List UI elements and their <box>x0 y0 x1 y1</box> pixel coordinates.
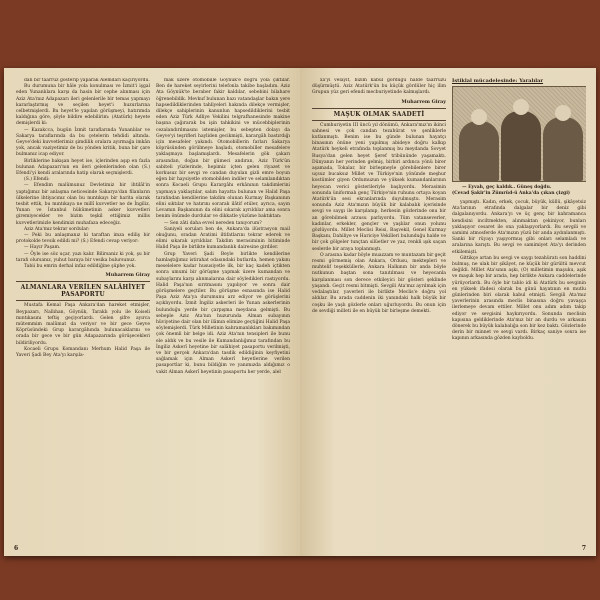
divider <box>312 120 446 121</box>
photo-caption-quote: — Eyvah, geç kaldık.. Güneş doğdu. <box>462 185 552 190</box>
figure-head <box>471 109 487 125</box>
divider <box>16 281 150 282</box>
photo-title: İstiklal mücadelesinde: Yaralılar <box>452 78 544 84</box>
paragraph: Bu durumuna bir hâle yola konulması ve İzmit'i işgal eden Yunanlılara karşı da hasin bir cephe alınması için Aziz Ata'mız Adapazarı ileri gelenlerile bir temas yapmayı kararlaştırmış ve seçilen heyet'i huzurlarına celbetmişlerdi. Bu heyet'le yapılan görüşmeyi, hatırımda kaldığına göre, şöyle bildire edebilirim: (Atatürk) heyete demişlerdi ki: <box>16 84 150 127</box>
page-number-right: 7 <box>581 545 586 552</box>
paragraph: O arasına kadar böyle muazzam ve muntazam bir geçit resmi görmemiş olan Ankara, Ordusu, mektepleri ve muhtelif teşekküllerle, Ankara Halkının bir anda böyle nutkunun baştan sona tanıtılması ve heyecanla karşılanması son derece etkileyici bir gösteri şeklinde yaşandı. Geçit resmi bitmişti. Sevgili Ata'mız ayrılmak için vedalaştılar, yaverleri ile birlikte Meclis'e doğru yol aldılar. Bu arada caddenin iki yanındaki halk büyük bir coşku ile yaşlı gözlerle onları uğurluyordu. Bu onun için de sevdiği milleti ile en büyük bir birleşme demekti. <box>312 252 446 314</box>
right-page <box>300 68 596 556</box>
left-col-1-signature: Muharrem Giray <box>105 272 150 279</box>
paragraph: — Peki bu anlaşmanız ki taraftan imza ediliş bir protokolde tevsik edildi mi? (S.) Efendi cevap veriyor: <box>16 233 150 245</box>
figure-shape <box>501 111 541 181</box>
paragraph: Gittikçe artan bu sevgi ve saygı tezahüratı son haddini bulmuş, ne ulak bir şikâyet, ne küçük bir gürültü mevcut değildi. Millet Ata'sının aşkı, (O) milletimin maşuku, aşık ve maşuk hep bir arada, hep birlikte Ankara caddelerinde yürüyorlardı. Bu öyle bir tablo idi ki Atatürk bu sevginin en yüksek ifadesi olarak bu günü hayatının en mutlu günlerinden biri olarak kabul etmişti. Sevgili Ata'mız yaverlerinin arasında meclis binasına doğru yavaşça ilerlemeye devam ettiler. Millet onu adım adım takip ediyor ve sevgisini haykırıyordu. Sonunda meclisin kapısına geldiklerinde Ata'mız bir an durdu ve arkasını dönerek bu büyük kalabalığa son bir kez baktı. Gözlerinde derin bir minnet ve sevgi vardı. Birkaç saniye sonra ise kapının arkasında gözden kayboldu. <box>452 255 586 342</box>
article-heading-masuk: MAŞUK OLMAK SAADETİ <box>333 110 425 118</box>
paragraph: Cumhuriyetin III üncü yıl dönümü, Ankara'mız'ın ikinci sahnesi ve çok candan tezahürat ve şenliklerle kutlanmıştı. Benim ise bu günde bulunan hayatçı binasının önüne yeni yapılmış abideye doğru kalkıp Atatürk heykeli etrafında toplanmış bu meydanda Sovyet Rusya'dan gelen heyet Şeref tribününde yaşamaktı. Dünyanın her yerinden gelmiş, birbiri ardınca yönü birer aşamada, Tokalar, bir birleşmeyle görebilenlere birer uçsuz bucaksız Millet ve Türkiye'nin yönünde meşhur kostümler giyen Ordumuzun ve yüksek kumandanlarının heyecan verici gösterileriyle başlıyordu. Merasimin sonunda üniformalı genç Türkiye'nin ruhunu ortaya koyan Atatürk'ün sesi ekranlarında duyulmuştu. Merasim sonunda Aziz Ata'mızın büyük bir kalabalık içerisinde sevgi ve saygı ile karşılanıp, herkesin gözlerinde onu bir an görebilmek arzusu parlıyordu. Tüm vatanseverler, kadınlar, erkekler, gençler ve yaşlılar onun yolunu gözlüyordu. Millet Meclisi Reisi, Başvekil, Genel Kurmay Başkanı, Dahiliye ve Hariciye Vekilleri bulunduğu halde ve bir çok gölgeler tunçtan silüetler ve yaz, renkli ışık saçan seslerde bir araya toplanmıştı. <box>312 122 446 252</box>
paragraph: Kocaeli Grupu Komandanı Merhum Halid Paşa ile Yaveri Şadi Bey Ata'yı karşıla- <box>16 346 150 358</box>
paragraph: dan bir taarruz gösterip yaparak Alemdarı kaçırıyordu. <box>24 78 150 83</box>
paragraph: yapmıştı. Kadın, erkek, çocuk, büyük, küllü, şikâyetsiz Ata'larının etrafında dalgalar bir deniz gibi dalgalanıyordu. Ankara'yı ve üç genç bir kahramanca kendisini inciltmekten, alınmaktan çekiniyor, bunları yaklaşıyor cesaret ile ona yaklaşıyorlardı. Bu sevgili ve samimi atmosferde Ata'mızın yüzü bir anda aydınlanmıştı. Sanki bir rüyayı yaşıyormuş gibi onları selamladı ve aralarına karıştı. Bu sevgi ve samimiyet Ata'yı derinden etkilemişti. <box>452 200 586 255</box>
paragraph: — Kazakcca, bugün İzmit taraflarında Yunanlılar ve Sakarya taraflarında da bu çetelerin tehdidi altında. Geyve'deki kuvvetlerimiz şimdilik oralara ayırmağa imkân yok, ancak vaziyetimiz de bu yönden kritik, buna bir çare bulmanız icap ediyor. <box>16 127 150 158</box>
figure-shape <box>543 117 583 181</box>
paragraph: Aziz Ata'mız tekrar sordular: <box>24 226 90 232</box>
left-col-1-paragraphs <box>16 78 150 270</box>
left-col-2 <box>156 78 290 540</box>
paragraph: — Efendim malûmunuz Devletimiz bir ihtilâl'in yaptığımız bir anlaşma neticesinde Sakarya'dan filanların ülkelerine ihtiyacınız olan bu mıntıkayı bir harita olarak tesbit ettik, bu mıntıkaya ne millî kuvvetler ne de İngiliz, Yunan ve İstanbul hükûmetinin asker kuvvetleri giremiyecekler ve bizim teşkil ettiğimiz millis kuvvetlerimizle kendimizi muhafaza edeceğiz. <box>16 183 150 226</box>
right-col-2 <box>452 78 586 540</box>
right-col-1 <box>312 78 446 540</box>
photo-caption <box>452 185 586 197</box>
paragraph: Grup Yaveri Şadi Beyle birlikte kendilerine hamlaştığımız istirahat odasındaki butlarda, hemen yakını meselelere kadar hususiyetle ilk, bir kaç kadeh içtikten sonra umumi bir görüşme yapmak üzere kumandan ve subaylarını karşı alınmalarına dair söyledikleri rastıyordu. Halid Paşa'nın sırıtmasını yapılıyor ve sonra dair görüşmelere geçtiler. Bu görüşme esnasında ise Halid Paşa Aziz Ata'ya durumunu arz ediyor ve görüşlerini açıklıyordu. İzmit İngiliz askerleri ile Yunan askerlerinin bulunduğu yerde bir çarpışma meydana gelmişti. Bu sebeple Aziz Ata'nın huzurunda Alman subayının hüviyetine dair olan bir ilâmın elimize geçtiğini Halid Paşa söylemişlerdi. Türk Milletinin kahramanlıkları bakımından çok önemli bir belge idi. Aziz Ata'nın tensipleri ile bunu ele aldık ve bu vesile ile Kumandanlığımız tarafından bu İngiliz Askerî heyetine bir salâhiyet pasaportu verilmişti, ve bir gerçek Ankara'dan tasdik edildiğinin keyfiyetini sağlamak için Alman Askerî heyetlerine verilen pasaportlar ki, bunu bildiğim ve yanımızda aldığımız o vakit Alman Askerî heyetinin pasaportu her yerde, alel <box>156 251 290 375</box>
paragraph: Tabii bu emrin derhal infaz edildiğine şüphe yok. <box>24 264 136 270</box>
divider <box>16 300 150 301</box>
illustration-photo <box>452 86 586 182</box>
left-col-1-after-heading <box>16 303 150 359</box>
magazine-spread <box>4 68 596 556</box>
article-heading-almanlara: ALMANLARA VERİLEN SALÂHİYET PASAPORTU <box>20 284 146 299</box>
figure-shape <box>459 121 499 181</box>
right-col-1-after-heading <box>312 123 446 315</box>
left-col-1 <box>16 78 150 540</box>
left-page <box>4 68 300 556</box>
right-col-2-paragraphs <box>452 200 586 343</box>
photo-caption-credit: (Cevad Şakir'in Zümrüd-ü Anka'da çıkan çizgi) <box>452 191 571 196</box>
figure-head <box>555 105 571 121</box>
divider <box>312 108 446 109</box>
page-number-left: 6 <box>14 545 19 552</box>
paragraph: — Sen zâti daha evvel nereden tanıyorum? <box>164 220 262 226</box>
figure-head <box>513 99 529 115</box>
right-col-1-signature: Muharrem Giray <box>401 98 446 105</box>
paragraph: (S.) Efendi: <box>24 177 50 183</box>
paragraph: Saniyeli soruları ben de, Ankara'da ilüstrasyon mail okuğunu, oradan Aratimi iltifatlarını tekrar ederek ve elimi sıkarak ayrıldılar. Takdim merasiminin bitiminde Halid Paşa ile birlikte kumandanlık dairesine girdiler. <box>156 226 290 251</box>
paragraph: mak üzere otomobille Göynük'e doğru yola çıktılar. Ben de hareket seyirlerini telefonla takibe başladım. Aziz Ata Göynük'te beraber fakir kaldılar, sebebini bilahare öğrenebildik. Mevkuf bulunan bazı vatandaşlar bakın yere hapsedildiklerinden tahliyeleri hakında dilekçe vermişler, dilekçe sahiplerinin kanunlun hapsedildiklerini tesbit eden Aziz Türk Adliye Vekilini telgrafhanesinde makine başına çağırarak bu işin tahkikini ve mücebbiplerinin cezalandırılmasını istemişler, bu sebepten dolayı da Geyve'yi teşrifleri hayliden gecikmişti, karargâh bastırdığı için mesafeler yakındı. Otomobillerin farları Sakarya köprüsünden görülmeye başladı, otomobiller mesafelere yaklaşmaya başlamışlardı. Mesafelerin gök çakarı arasından, doğan bir gümeci andıran, Aziz Türk'ün sabiteli yüzlerinde, hepimiz içten gelen riyazet ve korkusuz bir sevgi ve candan duyulan gizli emre boyun eğen bir haysiyetle otomobilden indiler ve selamlandıktan sonra Kocaeli Grupu Karargâhı erkânının takdimlerini yapmaya yaklaştılar, salım hayatta bulunan ve Halid Paşa tarafından kendilerine takdim olunan Kurmay Başkanının elini sıktılar ve hatırını sorarak ilâtif etüler, ayrıca, sayın Levamın Başkanının da elini sıkarak ayrıldılar ama sonra benim önümde durdular ve dikkatle yüzüme baktıktan: <box>156 78 290 220</box>
left-col-2-paragraphs <box>156 78 290 376</box>
paragraph: Mustafa Kemal Paşa Ankara'dan hareket etmişler, Beypazarı, Nallıhan, Göynük, Taraklı yolu ile Koiseli mıntıkasını teftiş geçiyorlardı. Gelen şifre ayırca mütemmim malûmat da veriyor ve bir gece Geyve Köprüsündeki Grup karargâhında bulunacaklarını ve orada bir gece ve bir gün Adapazarında görüşecekleri bildiriliyordu. <box>16 303 150 346</box>
paragraph: — Hayır Paşam. <box>24 245 61 251</box>
paragraph: — Öyle ise söz uçar, yazı kalır. Bilirsaniz ki yok, şu bir tarafı olursanız, yuhut baraya bir vesika bulursunuz. <box>16 251 150 263</box>
paragraph: xa'yı velayıt, bizim kabul gördüğü halde taarruzu düşürmüştü. Aziz Atatürk'ün bu küçük gördüler hiç ilim Grupun yüz geri efendi mecburiyetinde kalmışlardı. <box>312 78 446 96</box>
paragraph: Birliklerine bakışan heyet ise, içlerinden aşıp en fazla bulunan Adapazarı'nın en ileri gelenlerinden olan (S.) Efendi'yi kendi aralarında hatip olarak seçmişlerdi. <box>16 158 150 177</box>
right-col-1-paragraphs <box>312 78 446 97</box>
